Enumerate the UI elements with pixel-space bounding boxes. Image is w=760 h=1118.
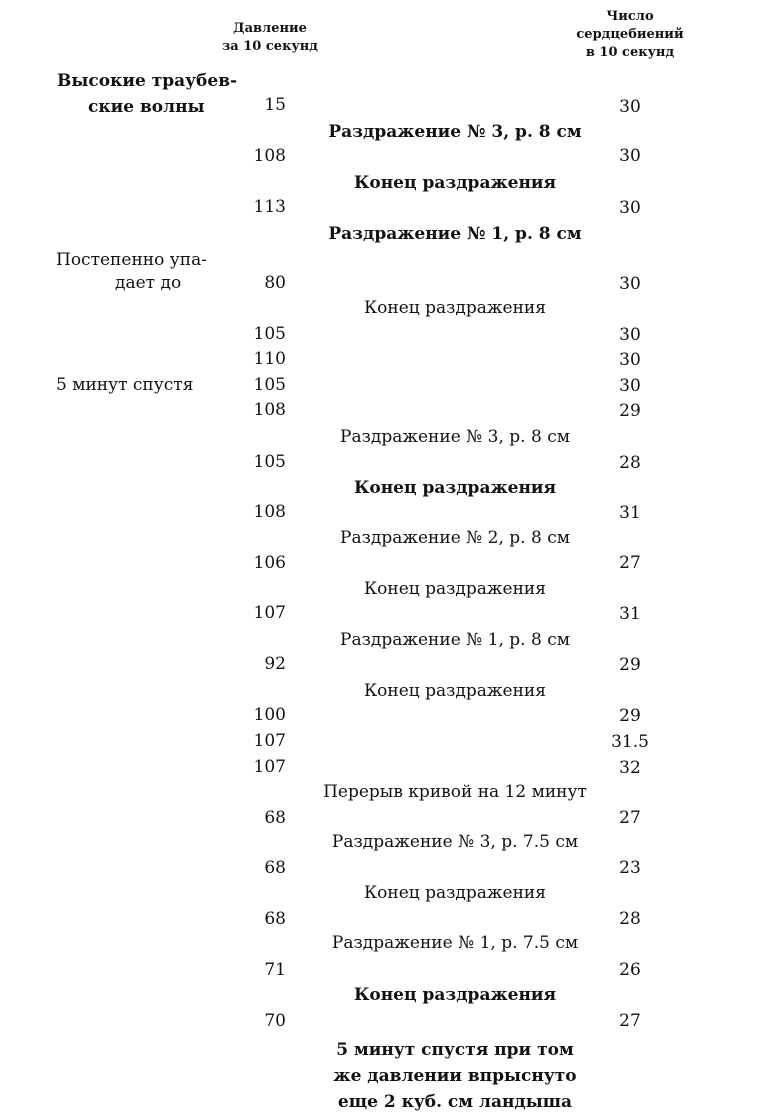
pressure-value: 68 [264,909,286,929]
heart-rate-value: 29 [619,655,641,675]
pressure-value: 106 [253,553,286,573]
final-note-line: еще 2 куб. см ландыша [337,1092,573,1112]
event-line: Раздражение № 3, р. 8 см [340,427,570,447]
heart-header-line: сердцебиений [576,27,684,42]
pressure-value: 108 [253,400,286,420]
heart-header-line: в 10 секунд [585,45,675,60]
event-line: Конец раздражения [353,478,557,498]
pressure-header-line: за 10 секунд [222,39,318,54]
heart-rate-value: 30 [619,325,641,345]
heart-rate-value: 31 [619,503,641,523]
heart-rate-value: 32 [619,758,641,778]
left-note: ские волны [88,97,205,117]
pressure-value: 105 [253,324,286,344]
heart-column-header [570,8,690,62]
event-line: Конец раздражения [364,681,546,701]
event-line: Конец раздражения [364,883,546,903]
pressure-value: 108 [253,146,286,166]
pressure-header-line: Давление [233,21,307,36]
pressure-value: 15 [264,95,286,115]
event-line: Раздражение № 2, р. 8 см [340,528,570,548]
pressure-value: 105 [253,375,286,395]
pressure-value: 107 [253,603,286,623]
event-line: Конец раздражения [364,579,546,599]
pressure-value: 70 [264,1011,286,1031]
heart-rate-value: 29 [619,706,641,726]
event-line: Раздражение № 1, р. 8 см [328,224,582,244]
heart-rate-value: 31 [619,604,641,624]
left-note: дает до [115,273,182,293]
heart-rate-value: 30 [619,146,641,166]
pressure-value: 100 [253,705,286,725]
event-line: Раздражение № 3, р. 7.5 см [331,832,579,852]
heart-rate-value: 28 [619,453,641,473]
event-line: Раздражение № 3, р. 8 см [328,122,582,142]
pressure-value: 107 [253,731,286,751]
heart-rate-value: 27 [619,553,641,573]
final-note [300,1037,610,1115]
heart-rate-value: 28 [619,909,641,929]
final-note-line: же давлении впрыснуто [333,1066,577,1086]
heart-rate-value: 23 [619,858,641,878]
event-line: Раздражение № 1, р. 8 см [340,630,570,650]
event-line: Раздражение № 1, р. 7.5 см [331,933,579,953]
heart-rate-value: 30 [619,350,641,370]
heart-rate-value: 27 [619,808,641,828]
heart-rate-value: 27 [619,1011,641,1031]
heart-rate-value: 30 [619,376,641,396]
heart-rate-value: 30 [619,97,641,117]
left-note: Высокие траубев- [57,71,238,91]
heart-rate-value: 31.5 [611,732,649,752]
final-note-line: 5 минут спустя при том [336,1040,574,1060]
left-note: Постепенно упа- [56,250,207,270]
pressure-value: 68 [264,858,286,878]
heart-rate-value: 29 [619,401,641,421]
heart-rate-value: 30 [619,274,641,294]
pressure-column-header [205,20,335,56]
heart-rate-value: 30 [619,198,641,218]
pressure-value: 107 [253,757,286,777]
event-line: Конец раздражения [353,173,557,193]
pressure-value: 71 [264,960,286,980]
event-line: Перерыв кривой на 12 минут [323,782,587,802]
pressure-value: 68 [264,808,286,828]
pressure-value: 113 [253,197,286,217]
pressure-value: 105 [253,452,286,472]
pressure-value: 92 [264,654,286,674]
pressure-value: 110 [253,349,286,369]
pressure-value: 80 [264,273,286,293]
pressure-value: 108 [253,502,286,522]
event-line: Конец раздражения [364,298,546,318]
left-note: 5 минут спустя [56,375,194,395]
heart-rate-value: 26 [619,960,641,980]
heart-header-line: Число [606,9,654,24]
event-line: Конец раздражения [353,985,557,1005]
